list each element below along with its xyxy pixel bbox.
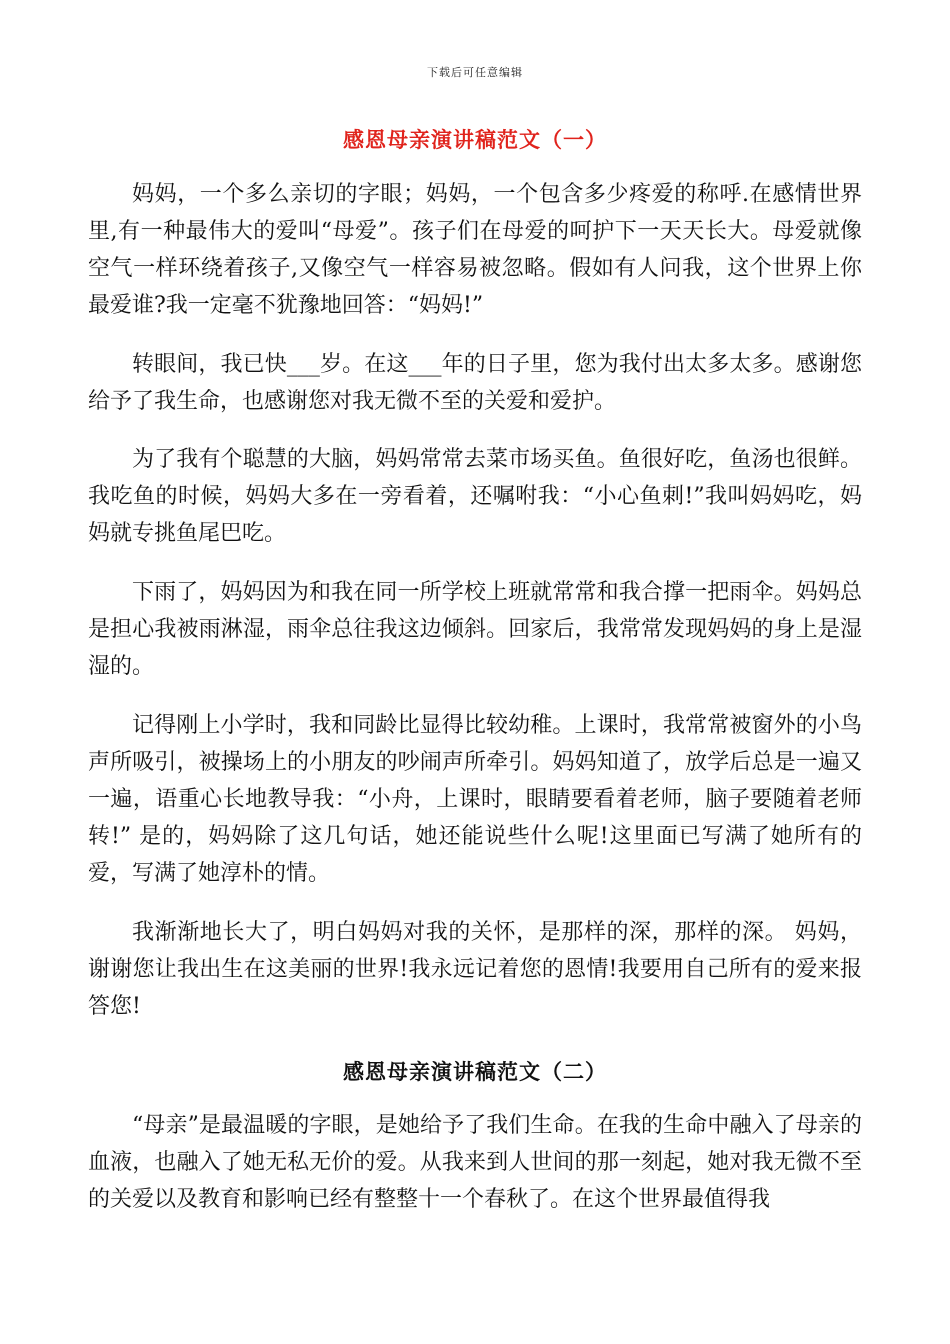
section-1-paragraph-3: 为了我有个聪慧的大脑，妈妈常常去菜市场买鱼。鱼很好吃，鱼汤也很鲜。我吃鱼的时候，妈妈大多在一旁看着，还嘱咐我：“小心鱼刺!”我叫妈妈吃，妈妈就专挑鱼尾巴吃。 (88, 447, 862, 546)
section-2-title: 感恩母亲演讲稿范文（二） (343, 1059, 607, 1084)
section-1-paragraph-4: 下雨了，妈妈因为和我在同一所学校上班就常常和我合撑一把雨伞。妈妈总是担心我被雨淋湿，雨伞总往我这边倾斜。回家后，我常常发现妈妈的身上是湿湿的。 (88, 580, 862, 679)
section-2-paragraph-1: “母亲”是最温暖的字眼，是她给予了我们生命。在我的生命中融入了母亲的血液，也融入了她无私无价的爱。从我来到人世间的那一刻起，她对我无微不至的关爱以及教育和影响已经有整整十一个春秋了。在这个世界最值得我 (88, 1113, 862, 1212)
section-1-paragraph-1: 妈妈，一个多么亲切的字眼；妈妈，一个包含多少疼爱的称呼.在感情世界里,有一种最伟大的爱叫“母爱”。孩子们在母爱的呵护下一天天长大。母爱就像空气一样环绕着孩子,又像空气一样容易被忽略。假如有人问我，这个世界上你最爱谁?我一定毫不犹豫地回答：“妈妈!” (88, 182, 862, 318)
section-1-title: 感恩母亲演讲稿范文（一） (343, 127, 607, 152)
section-1-paragraph-6: 我渐渐地长大了，明白妈妈对我的关怀，是那样的深，那样的深。 妈妈，谢谢您让我出生在这美丽的世界!我永远记着您的恩情!我要用自己所有的爱来报答您! (88, 920, 862, 1019)
section-1-paragraph-5: 记得刚上小学时，我和同龄比显得比较幼稚。上课时，我常常被窗外的小鸟声所吸引，被操场上的小朋友的吵闹声所牵引。妈妈知道了，放学后总是一遍又一遍，语重心长地教导我：“小舟，上课时，眼睛要看着老师，脑子要随着老师转!” 是的，妈妈除了这几句话，她还能说些什么呢!这里面已写满了她所有的爱，写满了她淳朴的情。 (88, 713, 862, 886)
header-note: 下载后可任意编辑 (427, 66, 523, 79)
section-1-paragraph-2: 转眼间，我已快___岁。在这___年的日子里，您为我付出太多太多。感谢您给予了我生命，也感谢您对我无微不至的关爱和爱护。 (88, 352, 862, 414)
